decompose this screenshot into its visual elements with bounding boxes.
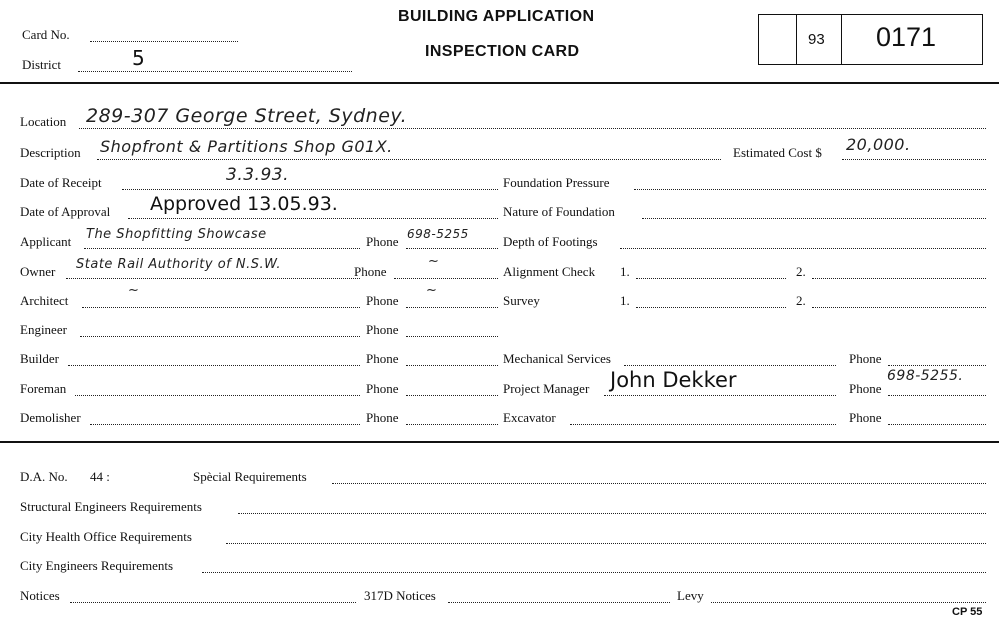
alignment-check-label: Alignment Check <box>503 264 596 279</box>
nature-of-foundation-field[interactable] <box>642 218 986 219</box>
builder-phone-field[interactable] <box>406 365 498 366</box>
applicant-phone-value: 698-5255 <box>407 227 469 241</box>
depth-of-footings-field[interactable] <box>620 248 986 249</box>
date-of-receipt-label: Date of Receipt <box>20 175 102 190</box>
estimated-cost-field[interactable] <box>842 159 986 160</box>
survey-item2-field[interactable] <box>812 307 986 308</box>
district-label: District <box>22 57 61 72</box>
project-manager-value: John Dekker <box>610 368 737 392</box>
alignment-check-item2-label: 2. <box>796 264 806 279</box>
architect-field[interactable] <box>82 307 360 308</box>
date-of-receipt-field[interactable] <box>122 189 498 190</box>
alignment-check-item1-label: 1. <box>620 264 630 279</box>
notices-317d-label: 317D Notices <box>364 588 436 603</box>
applicant-field[interactable] <box>84 248 360 249</box>
demolisher-phone-field[interactable] <box>406 424 498 425</box>
notices-label: Notices <box>20 588 60 603</box>
section-divider <box>0 441 999 443</box>
architect-phone-label: Phone <box>366 293 399 308</box>
description-label: Description <box>20 145 81 160</box>
survey-label: Survey <box>503 293 540 308</box>
engineer-field[interactable] <box>80 336 360 337</box>
depth-of-footings-label: Depth of Footings <box>503 234 598 249</box>
mechanical-services-label: Mechanical Services <box>503 351 611 366</box>
form-title-line2: INSPECTION CARD <box>425 43 580 60</box>
engineer-label: Engineer <box>20 322 67 337</box>
city-health-office-label: City Health Office Requirements <box>20 529 192 544</box>
owner-phone-label: Phone <box>354 264 387 279</box>
city-engineers-label: City Engineers Requirements <box>20 558 174 573</box>
description-value: Shopfront & Partitions Shop G01X. <box>100 137 393 156</box>
notices-317d-field[interactable] <box>448 602 670 603</box>
date-of-approval-value: Approved 13.05.93. <box>150 193 338 215</box>
form-title-line1: BUILDING APPLICATION <box>398 8 595 25</box>
survey-item2-label: 2. <box>796 293 806 308</box>
applicant-phone-field[interactable] <box>406 248 498 249</box>
builder-phone-label: Phone <box>366 351 399 366</box>
engineer-phone-label: Phone <box>366 322 399 337</box>
survey-item1-field[interactable] <box>636 307 786 308</box>
foreman-field[interactable] <box>75 395 360 396</box>
foundation-pressure-label: Foundation Pressure <box>503 175 610 190</box>
form-code: CP 55 <box>952 606 983 618</box>
engineer-phone-field[interactable] <box>406 336 498 337</box>
date-of-approval-field[interactable] <box>128 218 498 219</box>
project-manager-phone-field[interactable] <box>888 395 986 396</box>
architect-label: Architect <box>20 293 69 308</box>
applicant-label: Applicant <box>20 234 72 249</box>
owner-label: Owner <box>20 264 56 279</box>
district-value: 5 <box>132 46 145 70</box>
special-requirements-field[interactable] <box>332 483 986 484</box>
project-manager-label: Project Manager <box>503 381 590 396</box>
estimated-cost-label: Estimated Cost $ <box>733 145 822 160</box>
structural-engineers-label: Structural Engineers Requirements <box>20 499 202 514</box>
date-of-approval-label: Date of Approval <box>20 204 111 219</box>
da-no-label: D.A. No. <box>20 469 68 484</box>
excavator-field[interactable] <box>570 424 836 425</box>
architect-value: ~ <box>128 283 140 298</box>
architect-phone-field[interactable] <box>406 307 498 308</box>
da-no-value: 44 : <box>90 469 110 484</box>
card-no-label: Card No. <box>22 27 70 42</box>
applicant-phone-label: Phone <box>366 234 399 249</box>
levy-field[interactable] <box>711 602 986 603</box>
owner-phone-field[interactable] <box>394 278 498 279</box>
foreman-phone-label: Phone <box>366 381 399 396</box>
alignment-check-item1-field[interactable] <box>636 278 786 279</box>
owner-value: State Rail Authority of N.S.W. <box>76 257 282 272</box>
owner-phone-value: ~ <box>428 254 440 269</box>
excavator-label: Excavator <box>503 410 556 425</box>
mechanical-services-field[interactable] <box>624 365 836 366</box>
city-engineers-field[interactable] <box>202 572 986 573</box>
city-health-office-field[interactable] <box>226 543 986 544</box>
builder-field[interactable] <box>68 365 360 366</box>
notices-field[interactable] <box>70 602 356 603</box>
alignment-check-item2-field[interactable] <box>812 278 986 279</box>
card-number-box <box>758 14 983 65</box>
foreman-phone-field[interactable] <box>406 395 498 396</box>
location-value: 289-307 George Street, Sydney. <box>86 105 408 127</box>
structural-engineers-field[interactable] <box>238 513 986 514</box>
mechanical-services-phone-field[interactable] <box>888 365 986 366</box>
foreman-label: Foreman <box>20 381 67 396</box>
mechanical-services-phone-label: Phone <box>849 351 882 366</box>
demolisher-phone-label: Phone <box>366 410 399 425</box>
date-of-receipt-value: 3.3.93. <box>226 165 289 185</box>
special-requirements-label: Spècial Requirements <box>193 469 307 484</box>
demolisher-field[interactable] <box>90 424 360 425</box>
excavator-phone-label: Phone <box>849 410 882 425</box>
district-field[interactable] <box>78 71 352 72</box>
card-number-year: 93 <box>808 31 825 48</box>
excavator-phone-field[interactable] <box>888 424 986 425</box>
architect-phone-value: ~ <box>426 283 438 298</box>
location-label: Location <box>20 114 67 129</box>
card-no-field[interactable] <box>90 41 238 42</box>
builder-label: Builder <box>20 351 59 366</box>
survey-item1-label: 1. <box>620 293 630 308</box>
estimated-cost-value: 20,000. <box>846 135 911 154</box>
levy-label: Levy <box>677 588 704 603</box>
demolisher-label: Demolisher <box>20 410 81 425</box>
description-field[interactable] <box>97 159 721 160</box>
card-number: 0171 <box>876 22 937 52</box>
project-manager-field[interactable] <box>604 395 836 396</box>
project-manager-phone-label: Phone <box>849 381 882 396</box>
project-manager-phone-value: 698-5255. <box>887 368 964 384</box>
owner-field[interactable] <box>66 278 360 279</box>
header-divider <box>0 82 999 84</box>
location-field[interactable] <box>79 128 986 129</box>
applicant-value: The Shopfitting Showcase <box>86 227 267 242</box>
nature-of-foundation-label: Nature of Foundation <box>503 204 615 219</box>
foundation-pressure-field[interactable] <box>634 189 986 190</box>
